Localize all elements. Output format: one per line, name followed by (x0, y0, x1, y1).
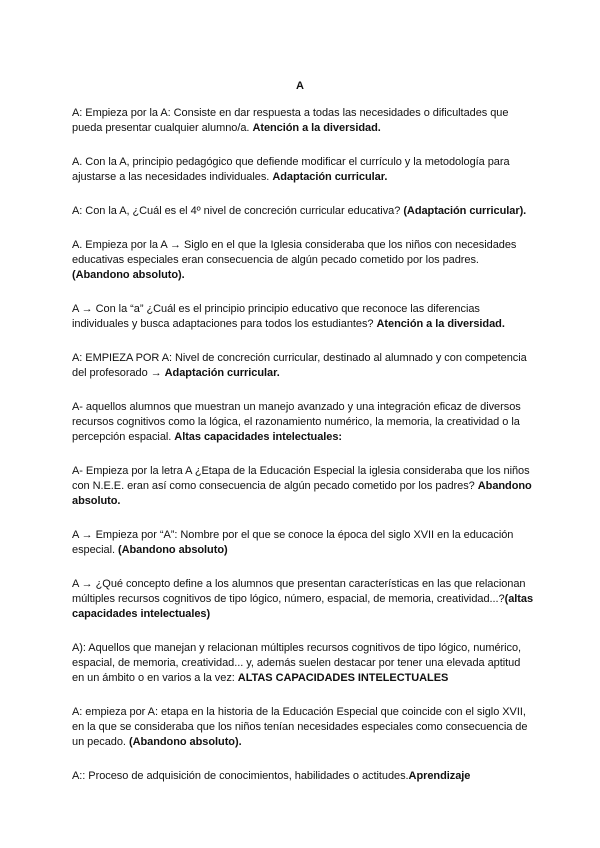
answer-text: Altas capacidades intelectuales: (174, 431, 343, 443)
question-text: A): Aquellos que manejan y relacionan múltiples recursos cognitivos de tipo lógico, numérico, espacial, de memoria, creatividad... y, además suelen destacar por tener una elevada aptitud en un ámbito o en varios a la vez: (72, 642, 522, 684)
question-text: A. Con la A, principio pedagógico que defiende modificar el currículo y la metodología para ajustarse a las necesidades individuales. (72, 156, 510, 183)
question-text: A:: Proceso de adquisición de conocimientos, habilidades o actitudes. (72, 770, 409, 782)
answer-text: (Abandono absoluto). (72, 269, 185, 281)
answer-text: ALTAS CAPACIDADES INTELECTUALES (237, 672, 449, 684)
answer-text: Atención a la diversidad. (376, 318, 505, 330)
entry-list (72, 106, 534, 803)
question-text: A → Con la “a” ¿Cuál es el principio principio educativo que reconoce las diferencias individuales y busca adaptaciones para todos los estudiantes? (72, 303, 480, 330)
question-text: A: Empieza por la A: Consiste en dar respuesta a todas las necesidades o dificultades que pueda presentar cualquier alumno/a. (72, 107, 509, 134)
question-text: A- Empieza por la letra A ¿Etapa de la Educación Especial la iglesia consideraba que los niños con N.E.E. eran así como consecuencia de algún pecado cometido por los padres? (72, 465, 530, 492)
answer-text: Adaptación curricular. (272, 171, 388, 183)
list-item (72, 106, 534, 136)
answer-text: Aprendizaje (408, 770, 471, 782)
list-item (72, 705, 534, 750)
list-item (72, 577, 534, 622)
list-item (72, 351, 534, 381)
answer-text: Adaptación curricular. (164, 367, 280, 379)
answer-text: (altas capacidades intelectuales) (72, 593, 534, 620)
question-text: A: empieza por A: etapa en la historia de la Educación Especial que coincide con el siglo XVII, en la que se consideraba que los niños tenían necesidades especiales como consecuencia de un pecado. (72, 706, 528, 748)
list-item (72, 769, 534, 784)
list-item (72, 204, 534, 219)
question-text: A: EMPIEZA POR A: Nivel de concreción curricular, destinado al alumnado y con competencia del profesorado → (72, 352, 527, 379)
question-text: A → ¿Qué concepto define a los alumnos que presentan características en las que relacionan múltiples recursos cognitivos de tipo lógico, número, espacial, de memoria, creatividad...? (72, 578, 526, 605)
question-text: A. Empieza por la A → Siglo en el que la Iglesia consideraba que los niños con necesidades educativas especiales eran consecuencia de algún pecado cometido por los padres. (72, 239, 517, 266)
answer-text: (Abandono absoluto) (117, 544, 228, 556)
answer-text: (Abandono absoluto). (128, 736, 242, 748)
answer-text: Atención a la diversidad. (252, 122, 381, 134)
list-item (72, 302, 534, 332)
question-text: A: Con la A, ¿Cuál es el 4º nivel de concreción curricular educativa? (72, 205, 404, 217)
list-item (72, 155, 534, 185)
list-item (72, 528, 534, 558)
page-heading: A (296, 80, 304, 92)
question-text: A- aquellos alumnos que muestran un manejo avanzado y una integración eficaz de diversos recursos cognitivos como la lógica, el razonamiento numérico, la memoria, la creatividad o la percepción espacial. (72, 401, 521, 443)
list-item (72, 464, 534, 509)
question-text: A → Empieza por “A”: Nombre por el que se conoce la época del siglo XVII en la educación especial. (72, 529, 514, 556)
list-item (72, 238, 534, 283)
answer-text: (Adaptación curricular). (403, 205, 527, 217)
answer-text: Abandono absoluto. (72, 480, 532, 507)
list-item (72, 400, 534, 445)
list-item (72, 641, 534, 686)
